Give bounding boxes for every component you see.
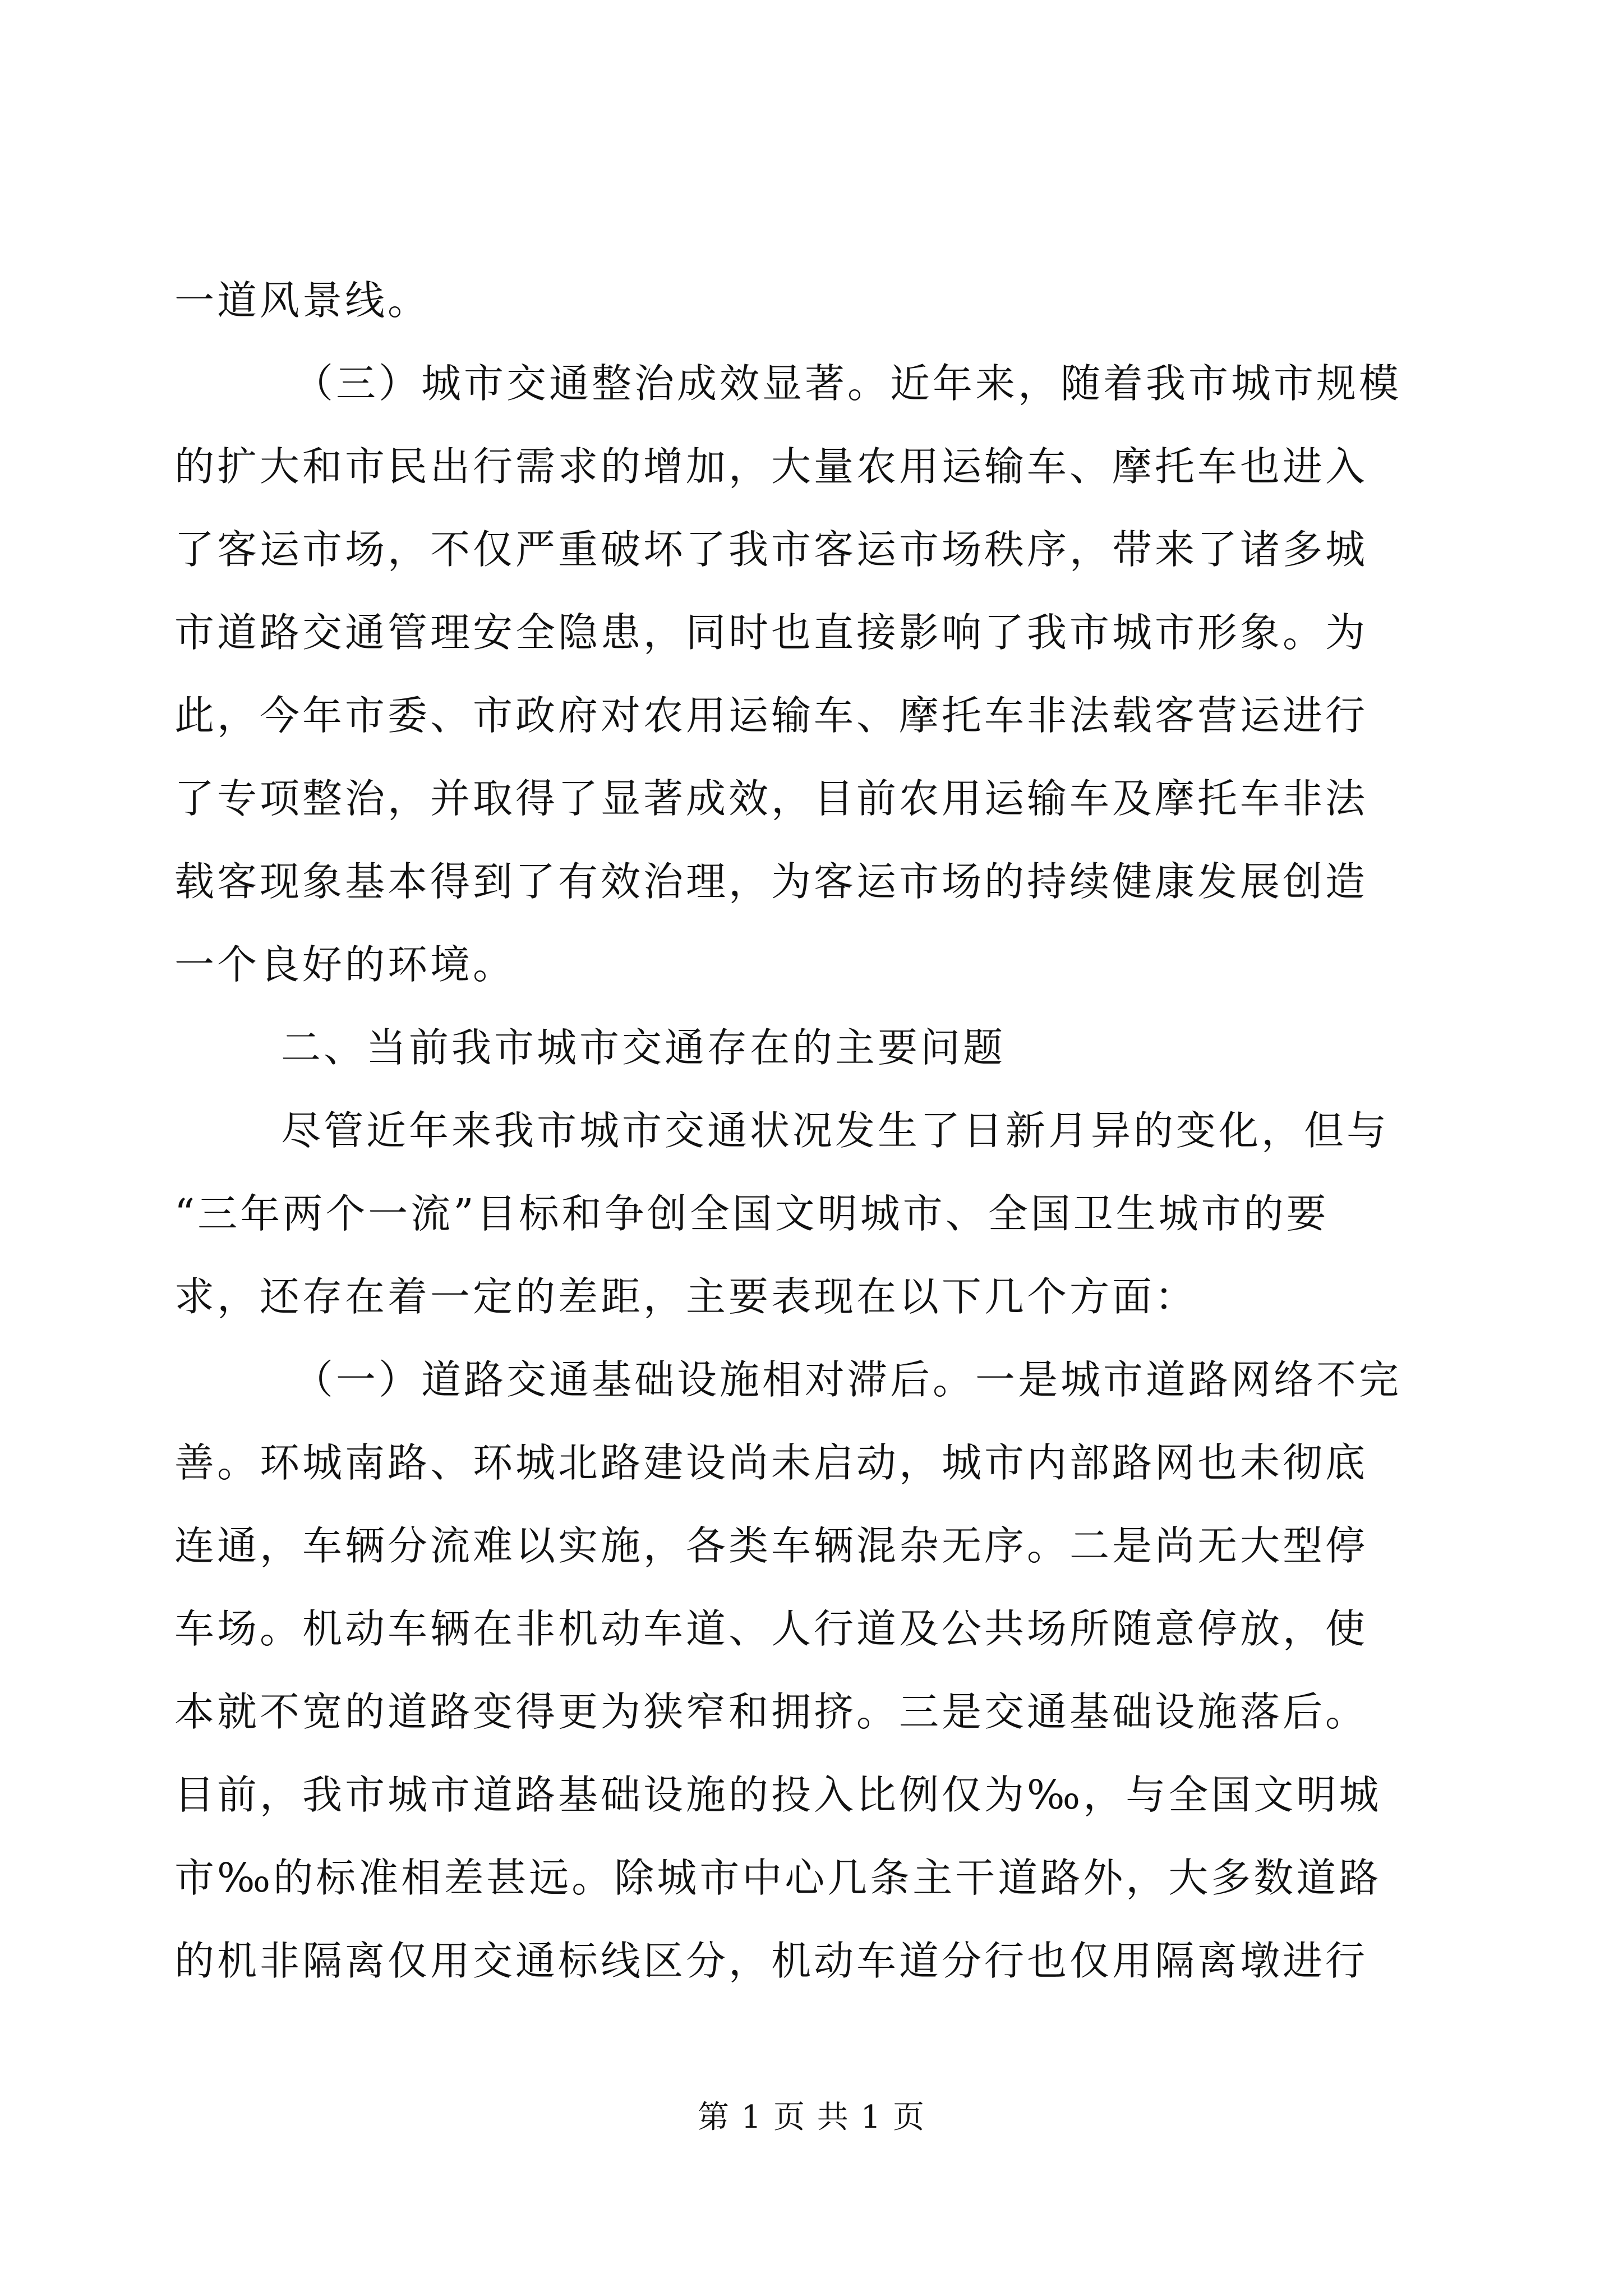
text-line: 本就不宽的道路变得更为狭窄和拥挤。三是交通基础设施落后。 [174, 1688, 1368, 1735]
text-line: 一道风景线。 [174, 277, 431, 324]
page-number-label: 第 1 页 共 1 页 [697, 2099, 926, 2136]
text-line: 此，今年市委、市政府对农用运输车、摩托车非法载客营运进行 [174, 692, 1368, 739]
text-line: 的机非隔离仅用交通标线区分，机动车道分行也仅用隔离墩进行 [174, 1938, 1368, 1984]
text-line: （三）城市交通整治成效显著。近年来，随着我市城市规模 [293, 360, 1402, 407]
text-line: 求，还存在着一定的差距，主要表现在以下几个方面： [174, 1273, 1198, 1320]
text-line: （一）道路交通基础设施相对滞后。一是城市道路网络不完 [293, 1356, 1402, 1403]
text-line: 一个良好的环境。 [174, 941, 516, 988]
page-footer [0, 2095, 1623, 2140]
text-line: 尽管近年来我市城市交通状况发生了日新月异的变化，但与 [281, 1107, 1390, 1154]
document-body [174, 259, 1453, 2003]
text-line: 车场。机动车辆在非机动车道、人行道及公共场所随意停放，使 [174, 1605, 1368, 1652]
text-line: 载客现象基本得到了有效治理，为客运市场的持续健康发展创造 [174, 858, 1368, 905]
text-line: 善。环城南路、环城北路建设尚未启动，城市内部路网也未彻底 [174, 1439, 1368, 1486]
section-heading: 二、当前我市城市交通存在的主要问题 [281, 1024, 1006, 1071]
text-line: 市‰的标准相差甚远。除城市中心几条主干道路外，大多数道路 [174, 1855, 1382, 1901]
text-line: 目前，我市城市道路基础设施的投入比例仅为‰，与全国文明城 [174, 1772, 1382, 1818]
text-line: 的扩大和市民出行需求的增加，大量农用运输车、摩托车也进入 [174, 443, 1368, 490]
text-line: “三年两个一流”目标和争创全国文明城市、全国卫生城市的要 [174, 1190, 1329, 1237]
text-line: 了专项整治，并取得了显著成效，目前农用运输车及摩托车非法 [174, 775, 1368, 822]
text-line: 市道路交通管理安全隐患，同时也直接影响了我市城市形象。为 [174, 609, 1368, 656]
text-line: 连通，车辆分流难以实施，各类车辆混杂无序。二是尚无大型停 [174, 1522, 1368, 1569]
text-line: 了客运市场，不仅严重破坏了我市客运市场秩序，带来了诸多城 [174, 526, 1368, 573]
